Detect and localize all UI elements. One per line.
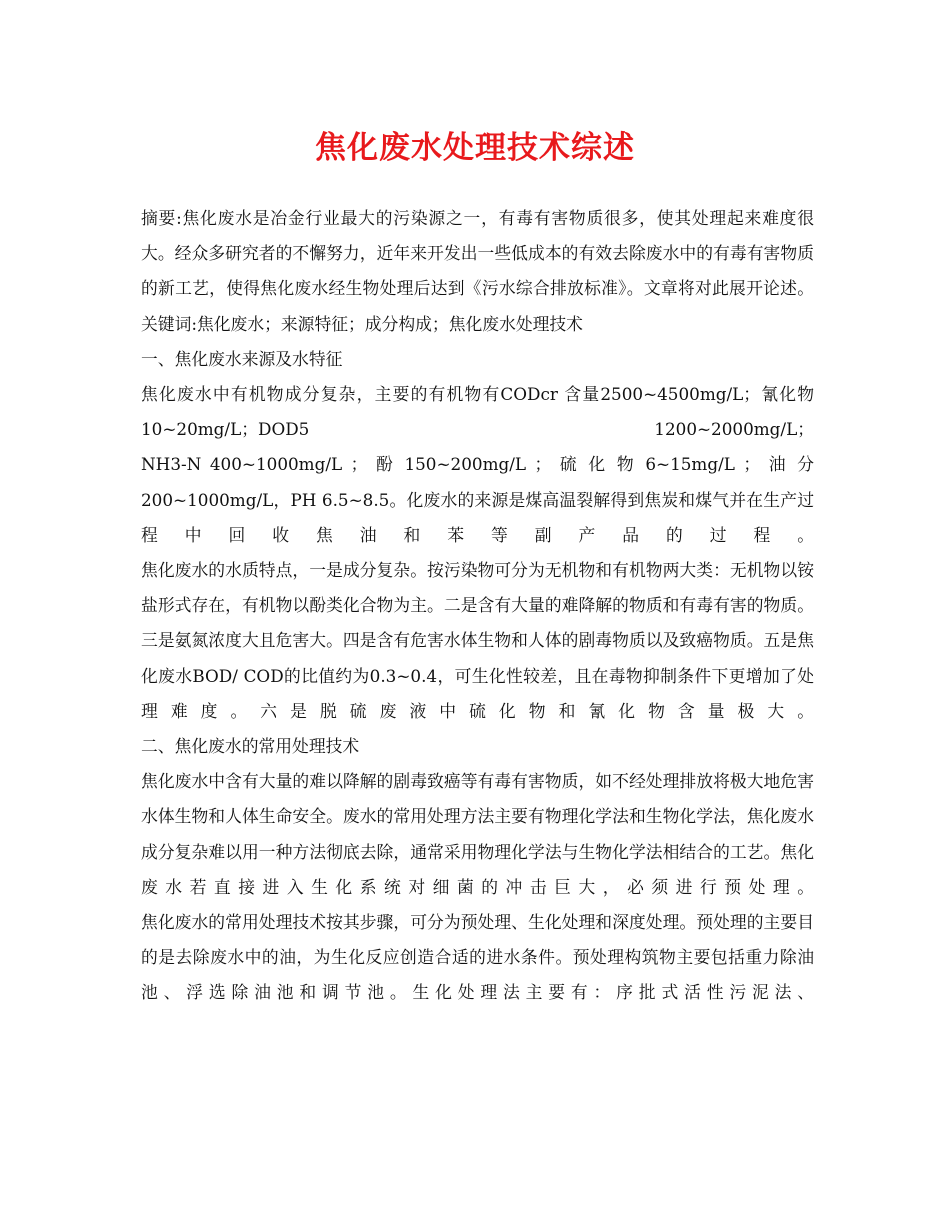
section-heading-1: 一、焦化废水来源及水特征	[141, 348, 343, 369]
document-title: 焦化废水处理技术综述	[315, 130, 635, 166]
abstract-paragraph: 摘要:焦化废水是冶金行业最大的污染源之一，有毒有害物质很多，使其处理起来难度很大。经众多研究者的不懈努力，近年来开发出一些低成本的有效去除废水中的有毒有害物质的新工艺，使得焦化废水经生物处理后达到《污水综合排放标准》。文章将对此展开论述。	[141, 208, 814, 299]
document-body	[141, 201, 814, 1011]
section1-paragraph-1a: 焦化废水中有机物成分复杂，主要的有机物有CODcr 含量2500~4500mg/L；氰化物10~20mg/L；DOD5 1200~2000mg/L；	[141, 384, 814, 440]
section2-paragraph-2: 焦化废水的常用处理技术按其步骤，可分为预处理、生化处理和深度处理。预处理的主要目的是去除废水中的油，为生化反应创造合适的进水条件。预处理构筑物主要包括重力除油池、浮选除油池和调节池。生化处理法主要有：序批式活性污泥法、	[141, 912, 814, 1003]
section-heading-2: 二、焦化废水的常用处理技术	[141, 736, 360, 757]
section1-paragraph-1b: NH3-N 400~1000mg/L ； 酚 150~200mg/L ； 硫 化 物 6~15mg/L ； 油 分	[141, 454, 814, 475]
section1-paragraph-1c: 200~1000mg/L，PH 6.5~8.5。化废水的来源是煤高温裂解得到焦炭和煤气并在生产过程中回收焦油和苯等副产品的过程。	[141, 489, 814, 545]
section2-paragraph-1: 焦化废水中含有大量的难以降解的剧毒致癌等有毒有害物质，如不经处理排放将极大地危害水体生物和人体生命安全。废水的常用处理方法主要有物理化学法和生物化学法，焦化废水成分复杂难以用一种方法彻底去除，通常采用物理化学法与生物化学法相结合的工艺。焦化废水若直接进入生化系统对细菌的冲击巨大，必须进行预处理。	[141, 771, 814, 897]
section1-paragraph-2: 焦化废水的水质特点，一是成分复杂。按污染物可分为无机物和有机物两大类：无机物以铵盐形式存在，有机物以酚类化合物为主。二是含有大量的难降解的物质和有毒有害的物质。三是氨氮浓度大且危害大。四是含有危害水体生物和人体的剧毒物质以及致癌物质。五是焦化废水BOD/ COD的比值约为0.3~0.4，可生化性较差，且在毒物抑制条件下更增加了处理难度。六是脱硫废液中硫化物和氰化物含量极大。	[141, 560, 814, 721]
keywords-line: 关键词:焦化废水；来源特征；成分构成；焦化废水处理技术	[141, 313, 583, 334]
